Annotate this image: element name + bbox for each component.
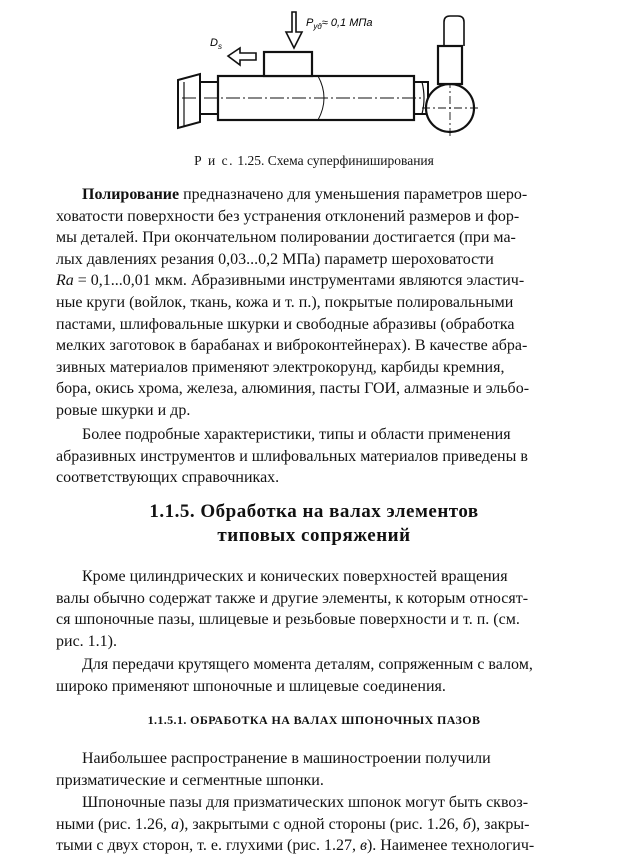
paragraph-references: Более подробные характеристики, типы и области применения абразивных инструментов и шлифовальных материалов приведены в соответствующих справочниках. <box>56 426 528 487</box>
feed-arrow-icon <box>228 48 256 65</box>
subsection-heading: 1.1.5.1. ОБРАБОТКА НА ВАЛАХ ШПОНОЧНЫХ ПАЗОВ <box>147 713 481 727</box>
chuck-left <box>178 74 200 128</box>
paragraph-torque: Для передачи крутящего момента деталям, сопряженным с валом, широко применяют шпоночные и шлицевые соединения. <box>56 656 533 695</box>
paragraph-shaft-elements: Кроме цилиндрических и конических поверхностей вращения валы обычно содержат также и другие элементы, к которым относят- ся шпоночные пазы, шлицевые и резьбовые поверхности и т. п. (см. рис. 1.1). <box>56 568 529 650</box>
paragraph-polishing: Полирование предназначено для уменьшения параметров шеро- ховатости поверхности без устранения отклонений размеров и фор- мы деталей. При окончательном полировании достигается (при ма- лых давлениях резания 0,03...0,2 МПа) параметр шероховатости Ra = 0,1...0,01 мкм. Абразивными инструментами являются эластич- ные круги (войлок, ткань, кожа и т. п.), покрытые полировальными пастами, шлифовальные шкурки и свободные абразивы (обработка мелких заготовок в барабанах и виброконтейнерах). В качестве абра- зивных материалов применяют электрокорунд, карбиды кремния, бора, окись хрома, железа, алюминия, пасты ГОИ, алмазные и эльбо- ровые шкурки и др. <box>56 186 530 419</box>
force-label: $P_{уд}\approx 0,1$ МПа <box>306 17 373 31</box>
abrasive-stone <box>264 52 312 76</box>
section-heading: 1.1.5. Обработка на валах элементов типовых сопряжений <box>149 501 479 546</box>
stone-side-view <box>438 46 462 84</box>
diagram-svg <box>160 2 500 152</box>
paragraph-keys: Наибольшее распространение в машиностроении получили призматические и сегментные шпонки. <box>56 750 491 789</box>
feed-label: $D_s$ <box>210 37 222 51</box>
paragraph-keyways: Шпоночные пазы для призматических шпонок могут быть сквоз- ными (рис. 1.26, а), закрытыми с одной стороны (рис. 1.26, б), закры- тыми с двух сторон, т. е. глухими (рис. 1.27, в). Наименее технологич- <box>56 794 535 855</box>
superfinishing-diagram <box>160 2 500 152</box>
figure-caption: Р и с. 1.25. Схема суперфиниширования <box>194 153 434 168</box>
pressure-arrow-icon <box>286 12 302 48</box>
